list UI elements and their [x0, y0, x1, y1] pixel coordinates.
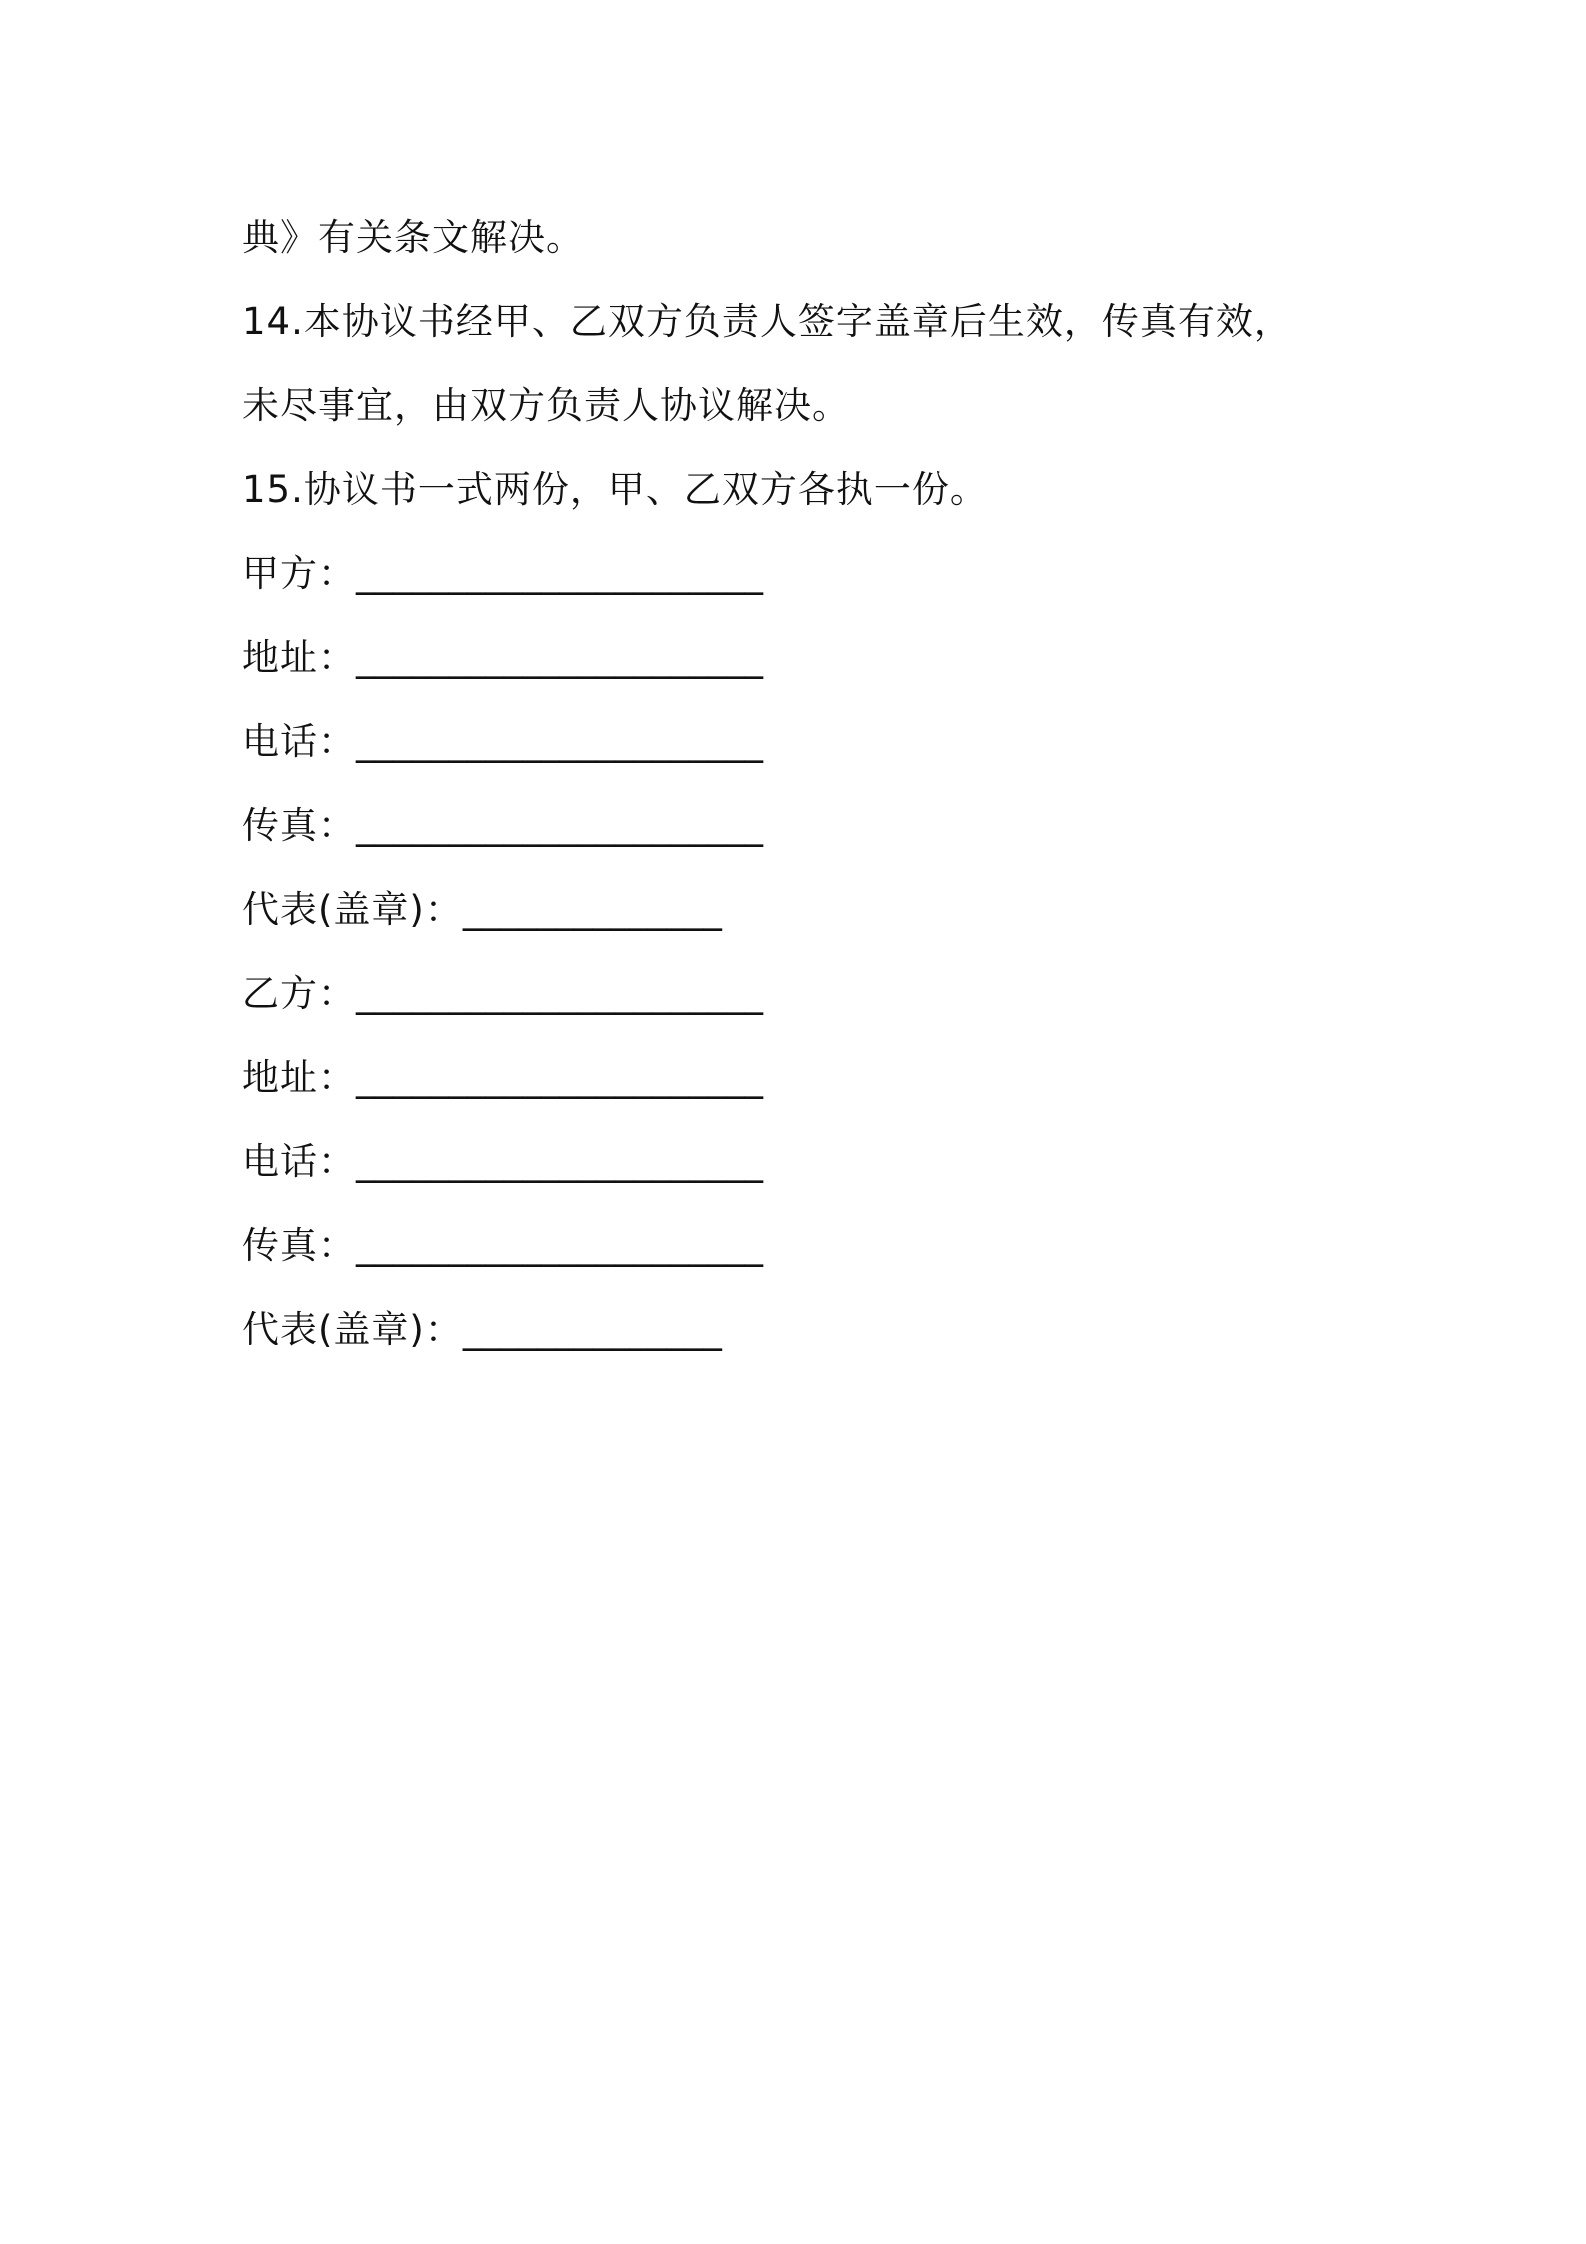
party-b-rep-label: 代表(盖章)： [242, 1308, 463, 1351]
party-a-rep-field [242, 868, 1392, 952]
party-b-fax-label: 传真： [242, 1224, 356, 1267]
party-a-fax-label: 传真： [242, 804, 356, 847]
party-b-address-label: 地址： [242, 1056, 356, 1099]
party-a-name-field [242, 532, 1392, 616]
paragraph-clause-14-cont: 未尽事宜，由双方负责人协议解决。 [242, 384, 850, 427]
party-a-phone-blank: ______________________ [356, 720, 763, 763]
paragraph-civil-code-ref: 典》有关条文解决。 [242, 216, 584, 259]
party-a-fax-field [242, 784, 1392, 868]
party-a-rep-blank: ______________ [462, 888, 722, 931]
party-a-name-blank: ______________________ [356, 552, 763, 595]
party-b-address-blank: ______________________ [356, 1056, 763, 1099]
party-b-fax-blank: ______________________ [356, 1224, 763, 1267]
party-b-phone-field [242, 1120, 1392, 1204]
document-body [242, 196, 1392, 1372]
party-b-rep-blank: ______________ [462, 1308, 722, 1351]
party-b-name-field [242, 952, 1392, 1036]
party-a-address-field [242, 616, 1392, 700]
party-b-rep-field [242, 1288, 1392, 1372]
party-b-phone-blank: ______________________ [356, 1140, 763, 1183]
party-a-name-label: 甲方： [242, 552, 356, 595]
party-b-phone-label: 电话： [242, 1140, 356, 1183]
party-b-address-field [242, 1036, 1392, 1120]
paragraph-clause-15: 15.协议书一式两份，甲、乙双方各执一份。 [242, 468, 988, 511]
party-a-fax-blank: ______________________ [356, 804, 763, 847]
party-a-phone-field [242, 700, 1392, 784]
party-a-address-blank: ______________________ [356, 636, 763, 679]
party-a-rep-label: 代表(盖章)： [242, 888, 463, 931]
party-b-name-label: 乙方： [242, 972, 356, 1015]
paragraph-clause-14: 14.本协议书经甲、乙双方负责人签字盖章后生效，传真有效， [242, 300, 1292, 343]
party-a-phone-label: 电话： [242, 720, 356, 763]
party-a-address-label: 地址： [242, 636, 356, 679]
party-b-fax-field [242, 1204, 1392, 1288]
party-b-name-blank: ______________________ [356, 972, 763, 1015]
